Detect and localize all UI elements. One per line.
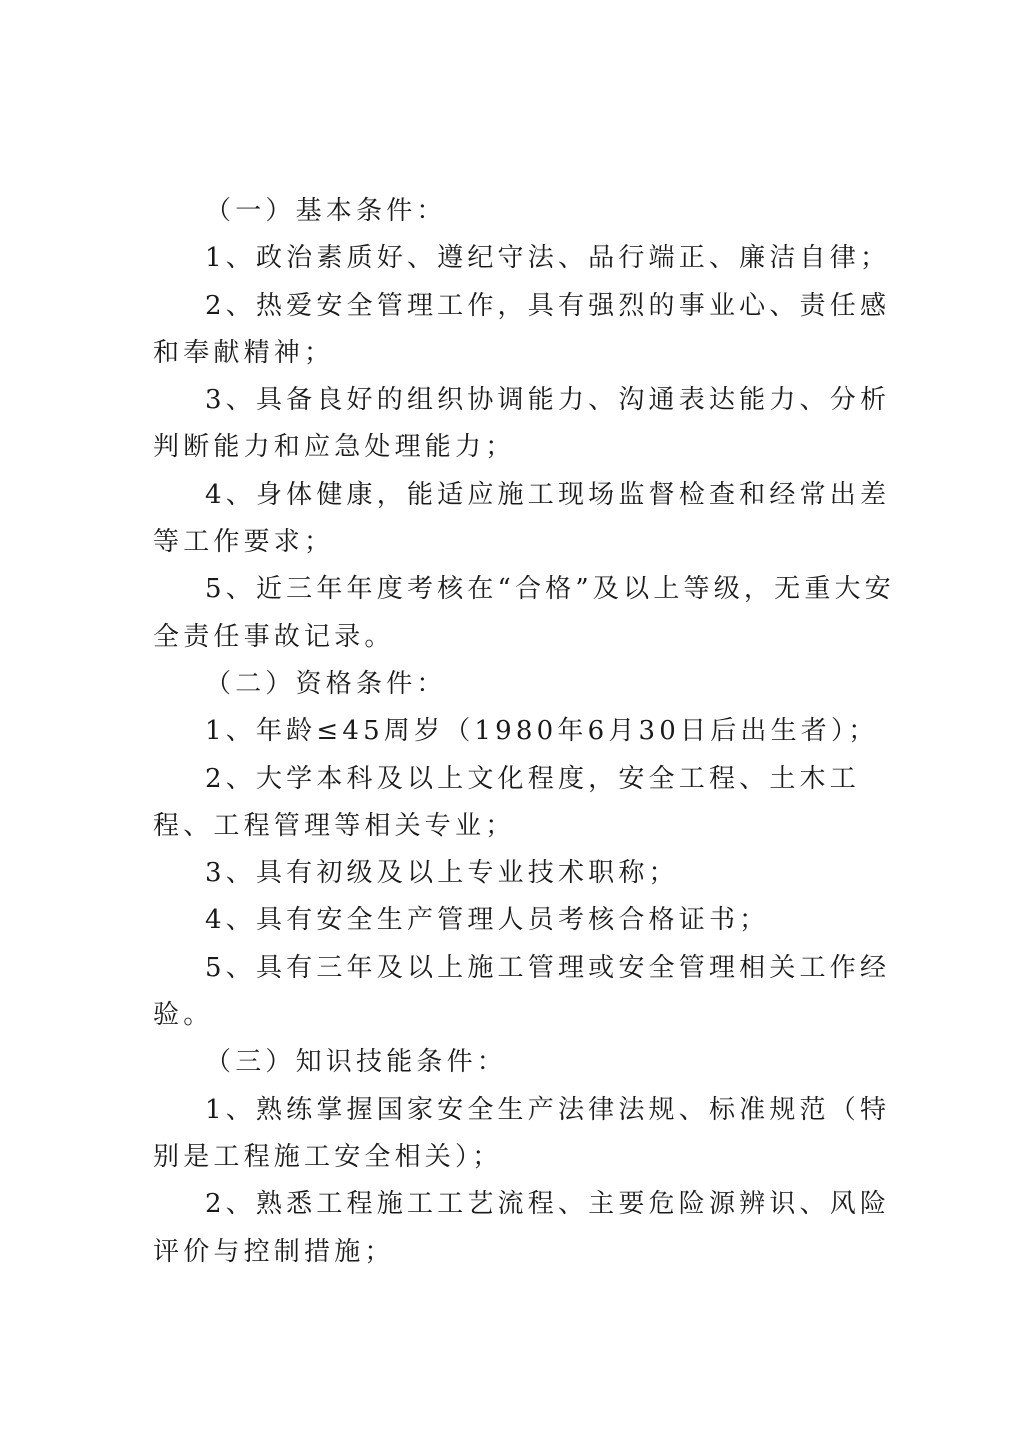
paragraph-basic-4: 4、身体健康，能适应施工现场监督检查和经常出差等工作要求；	[153, 479, 891, 558]
paragraph-qualification-2: 2、大学本科及以上文化程度，安全工程、土木工程、工程管理等相关专业；	[153, 763, 860, 841]
section-heading-qualification-conditions: （二）资格条件：	[205, 668, 447, 699]
paragraph-qualification-3: 3、具有初级及以上专业技术职称；	[205, 858, 679, 889]
paragraph-basic-2: 2、热爱安全管理工作，具有强烈的事业心、责任感和奉献精神；	[153, 290, 891, 368]
document-body	[153, 188, 913, 1276]
section-heading-basic-conditions: （一）基本条件：	[205, 196, 447, 226]
paragraph-knowledge-1: 1、熟练掌握国家安全生产法律法规、标准规范（特别是工程施工安全相关）；	[153, 1094, 891, 1172]
paragraph-qualification-1: 1、年龄≤45周岁（1980年6月30日后出生者）；	[205, 716, 879, 747]
paragraph-basic-5: 5、近三年年度考核在“合格”及以上等级，无重大安全责任事故记录。	[153, 574, 895, 652]
section-heading-knowledge-skill-conditions: （三）知识技能条件：	[205, 1047, 508, 1078]
paragraph-knowledge-2: 2、熟悉工程施工工艺流程、主要危险源辨识、风险评价与控制措施；	[153, 1189, 891, 1267]
paragraph-qualification-5: 5、具有三年及以上施工管理或安全管理相关工作经验。	[153, 952, 891, 1031]
paragraph-basic-1: 1、政治素质好、遵纪守法、品行端正、廉洁自律；	[205, 243, 891, 274]
paragraph-basic-3: 3、具备良好的组织协调能力、沟通表达能力、分析判断能力和应急处理能力；	[153, 385, 891, 463]
paragraph-qualification-4: 4、具有安全生产管理人员考核合格证书；	[205, 905, 770, 936]
